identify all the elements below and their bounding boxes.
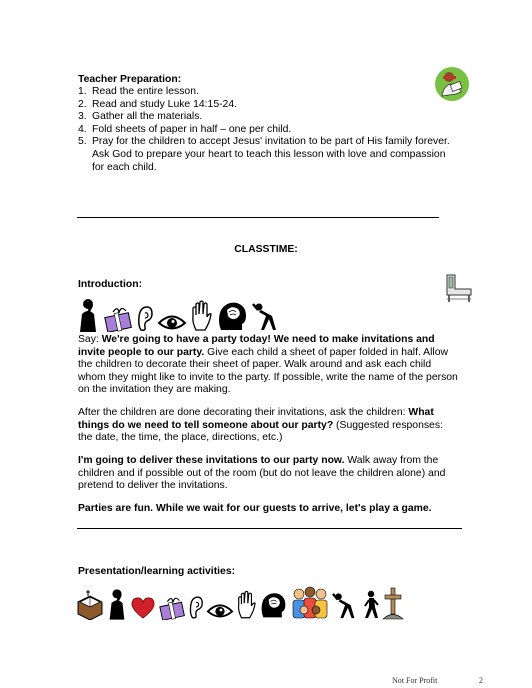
group-people-icon xyxy=(290,586,330,620)
eye-icon xyxy=(157,312,187,332)
presentation-icon-row xyxy=(76,580,404,620)
introduction-paragraph-2: After the children are done decorating their invitations, ask the children: What things do we need to tell someone about our party? (Suggested responses: the date, the time, the place, directions, etc.) xyxy=(78,407,443,444)
page-number: 2 xyxy=(479,676,483,685)
gift-icon xyxy=(158,596,186,620)
cross-icon xyxy=(382,586,404,620)
chair-icon xyxy=(441,273,475,303)
teacher-prep-list xyxy=(78,86,458,174)
prep-item: 3. Gather all the materials. xyxy=(78,111,203,123)
walking-person-icon xyxy=(362,590,380,620)
gift-icon xyxy=(103,306,133,332)
introduction-icon-row xyxy=(76,296,282,332)
hand-icon xyxy=(190,300,212,332)
divider-line xyxy=(77,217,439,218)
eye-icon xyxy=(206,601,234,620)
divider-line xyxy=(77,528,462,529)
ear-icon xyxy=(136,304,154,332)
prep-item: 2. Read and study Luke 14:15-24. xyxy=(78,98,237,110)
teacher-prep-heading: Teacher Preparation: xyxy=(78,74,182,85)
stretching-person-icon xyxy=(332,592,360,620)
prep-item: 4. Fold sheets of paper in half – one per child. xyxy=(78,123,292,135)
hand-icon xyxy=(236,590,256,620)
footer-text: Not For Profit xyxy=(392,676,438,685)
stretching-person-icon xyxy=(252,302,282,332)
head-thinking-icon xyxy=(215,300,249,332)
classtime-heading: CLASSTIME: xyxy=(234,244,298,255)
heart-icon xyxy=(130,596,156,620)
introduction-heading: Introduction: xyxy=(78,279,143,290)
introduction-paragraph-3: I'm going to deliver these invitations to our party now. Walk away from the children and if possible out of the room (but do not leave the children alone) and pretend to deliver the invitations. xyxy=(78,455,446,492)
presentation-heading: Presentation/learning activities: xyxy=(78,566,236,577)
bible-icon xyxy=(76,590,104,620)
head-thinking-icon xyxy=(258,590,288,620)
introduction-paragraph-1: Say: We're going to have a party today! We need to make invitations and invite people to our party. Give each child a sheet of paper folded in half. Allow the children to decorate their sheet of paper. Walk around and ask each child whom they might like to invite to the party. If possible, write the name of the person on the invitation they are making. xyxy=(78,334,458,396)
prep-item: 1. Read the entire lesson. xyxy=(78,86,199,97)
praying-person-icon xyxy=(106,588,128,620)
introduction-paragraph-4: Parties are fun. While we wait for our guests to arrive, let's play a game. xyxy=(78,503,432,514)
prep-item: 5. Pray for the children to accept Jesus' invitation to be part of His family forever. Ask God to prepare your heart to teach this lesson with love and compassion for each child. xyxy=(78,136,450,173)
praying-person-icon xyxy=(76,298,100,332)
ear-icon xyxy=(188,594,204,620)
